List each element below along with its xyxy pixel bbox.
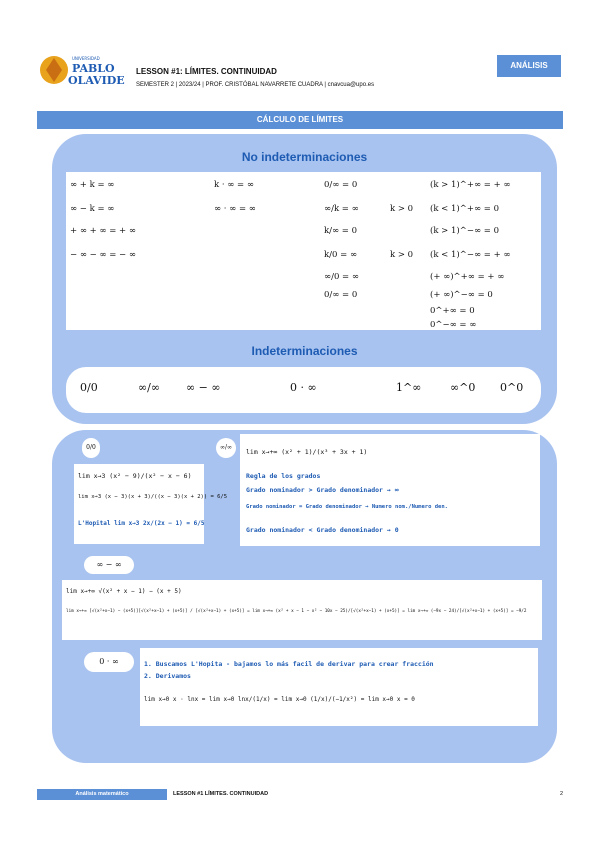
rule-title: Regla de los grados	[246, 472, 321, 480]
degree-rule: Grado nominador > Grado denominador → ∞	[246, 486, 399, 494]
examples-bubble	[52, 430, 557, 763]
zero-times-inf-badge: 0 · ∞	[84, 652, 134, 672]
rule: (+ ∞)^+∞ = + ∞	[430, 272, 505, 282]
rule: (k < 1)^−∞ = + ∞	[430, 250, 511, 260]
step: 1. Buscamos L'Hopita - bajamos lo más facil de derivar para crear fracción	[144, 660, 434, 668]
limits-summary-bubble	[52, 134, 557, 424]
indetermination-item: 0^0	[500, 381, 524, 394]
rule: ∞/k = ∞	[324, 204, 359, 214]
zero-times-inf-box	[140, 648, 538, 726]
indeterminations-box	[66, 367, 541, 413]
rule: 0/∞ = 0	[324, 180, 358, 190]
rule: ∞/0 = ∞	[324, 272, 359, 282]
rule: + ∞ + ∞ = + ∞	[70, 226, 136, 236]
condition: k > 0	[390, 204, 414, 214]
footer-subject: Análisis matemático	[37, 789, 167, 800]
rule: k/∞ = 0	[324, 226, 358, 236]
rule: (+ ∞)^−∞ = 0	[430, 290, 493, 300]
rule: 0^+∞ = 0	[430, 306, 475, 316]
condition: k > 0	[390, 250, 414, 260]
example-line: lim x→0 x · lnx = lim x→0 lnx/(1/x) = lim x→0 (1/x)/(−1/x²) = lim x→0 x = 0	[144, 696, 415, 703]
indetermination-item: ∞^0	[450, 381, 476, 394]
no-indeterminations-box	[66, 172, 541, 330]
rule: ∞ − k = ∞	[70, 204, 115, 214]
rule: ∞ + k = ∞	[70, 180, 115, 190]
rule: (k > 1)^+∞ = + ∞	[430, 180, 511, 190]
footer	[37, 789, 563, 800]
rule: 0^−∞ = ∞	[430, 320, 477, 330]
rule: 0/∞ = 0	[324, 290, 358, 300]
area-badge: ANÁLISIS	[497, 55, 561, 77]
example-line: lim x→+∞ (x² + 1)/(x³ + 3x + 1)	[246, 448, 368, 456]
inf-over-inf-box	[240, 434, 540, 546]
rule: − ∞ − ∞ = − ∞	[70, 250, 136, 260]
inf-over-inf-badge: ∞/∞	[216, 438, 236, 458]
example-line: lim x→+∞ [√(x²+x−1) − (x+5)][√(x²+x−1) + (x+5)] / [√(x²+x−1) + (x+5)] = lim x→+∞ (x² + x − 1 − x² − 10x − 25)/[√(x²+x−1) + (x+5)] = lim x→+∞ (−9x − 24)/[√(x²+x−1) + (x+5)] = −9/2	[66, 609, 527, 614]
rule: k/0 = ∞	[324, 250, 358, 260]
rule: k · ∞ = ∞	[214, 180, 254, 190]
inf-minus-inf-box	[62, 580, 542, 640]
section-title: CÁLCULO DE LÍMITES	[37, 111, 563, 129]
zero-over-zero-badge: 0/0	[82, 438, 100, 458]
zero-over-zero-box	[74, 464, 228, 544]
page-number: 2	[559, 791, 563, 797]
svg-text:OLAVIDE: OLAVIDE	[68, 74, 125, 87]
rule: ∞ · ∞ = ∞	[214, 204, 256, 214]
indetermination-item: ∞/∞	[138, 381, 161, 394]
degree-rule: Grado nominador < Grado denominador → 0	[246, 526, 399, 534]
indetermination-item: 1^∞	[396, 381, 422, 394]
footer-lesson: LESSON #1 LÍMITES. CONTINUIDAD	[173, 791, 269, 797]
no-indeterminations-heading: No indeterminaciones	[241, 150, 368, 164]
svg-text:PABLO: PABLO	[72, 62, 115, 75]
lesson-title: LESSON #1: LÍMITES. CONTINUIDAD	[136, 67, 277, 76]
svg-text:UNIVERSIDAD: UNIVERSIDAD	[72, 56, 100, 61]
indetermination-item: ∞ − ∞	[186, 381, 221, 394]
header-meta: SEMESTER 2 | 2023/24 | PROF. CRISTÓBAL NAVARRETE CUADRA | cnavcua@upo.es	[136, 82, 375, 88]
example-line: lim x→3 (x − 3)(x + 3)/((x − 3)(x + 2)) = 6/5	[78, 494, 228, 500]
rule: (k > 1)^−∞ = 0	[430, 226, 499, 236]
indetermination-item: 0 · ∞	[290, 381, 317, 394]
rule: (k < 1)^+∞ = 0	[430, 204, 499, 214]
university-logo	[38, 52, 138, 92]
step: 2. Derivamos	[144, 672, 191, 680]
example-line: lim x→+∞ √(x² + x − 1) − (x + 5)	[66, 588, 182, 595]
example-line: L'Hopital lim x→3 2x/(2x − 1) = 6/5	[78, 520, 205, 527]
indetermination-item: 0/0	[80, 381, 98, 394]
example-line: lim x→3 (x² − 9)/(x² − x − 6)	[78, 472, 192, 480]
indeterminations-heading: Indeterminaciones	[251, 344, 358, 358]
inf-minus-inf-badge: ∞ − ∞	[84, 556, 134, 574]
degree-rule: Grado nominador = Grado denominador → Numero nom./Numero den.	[246, 504, 448, 510]
